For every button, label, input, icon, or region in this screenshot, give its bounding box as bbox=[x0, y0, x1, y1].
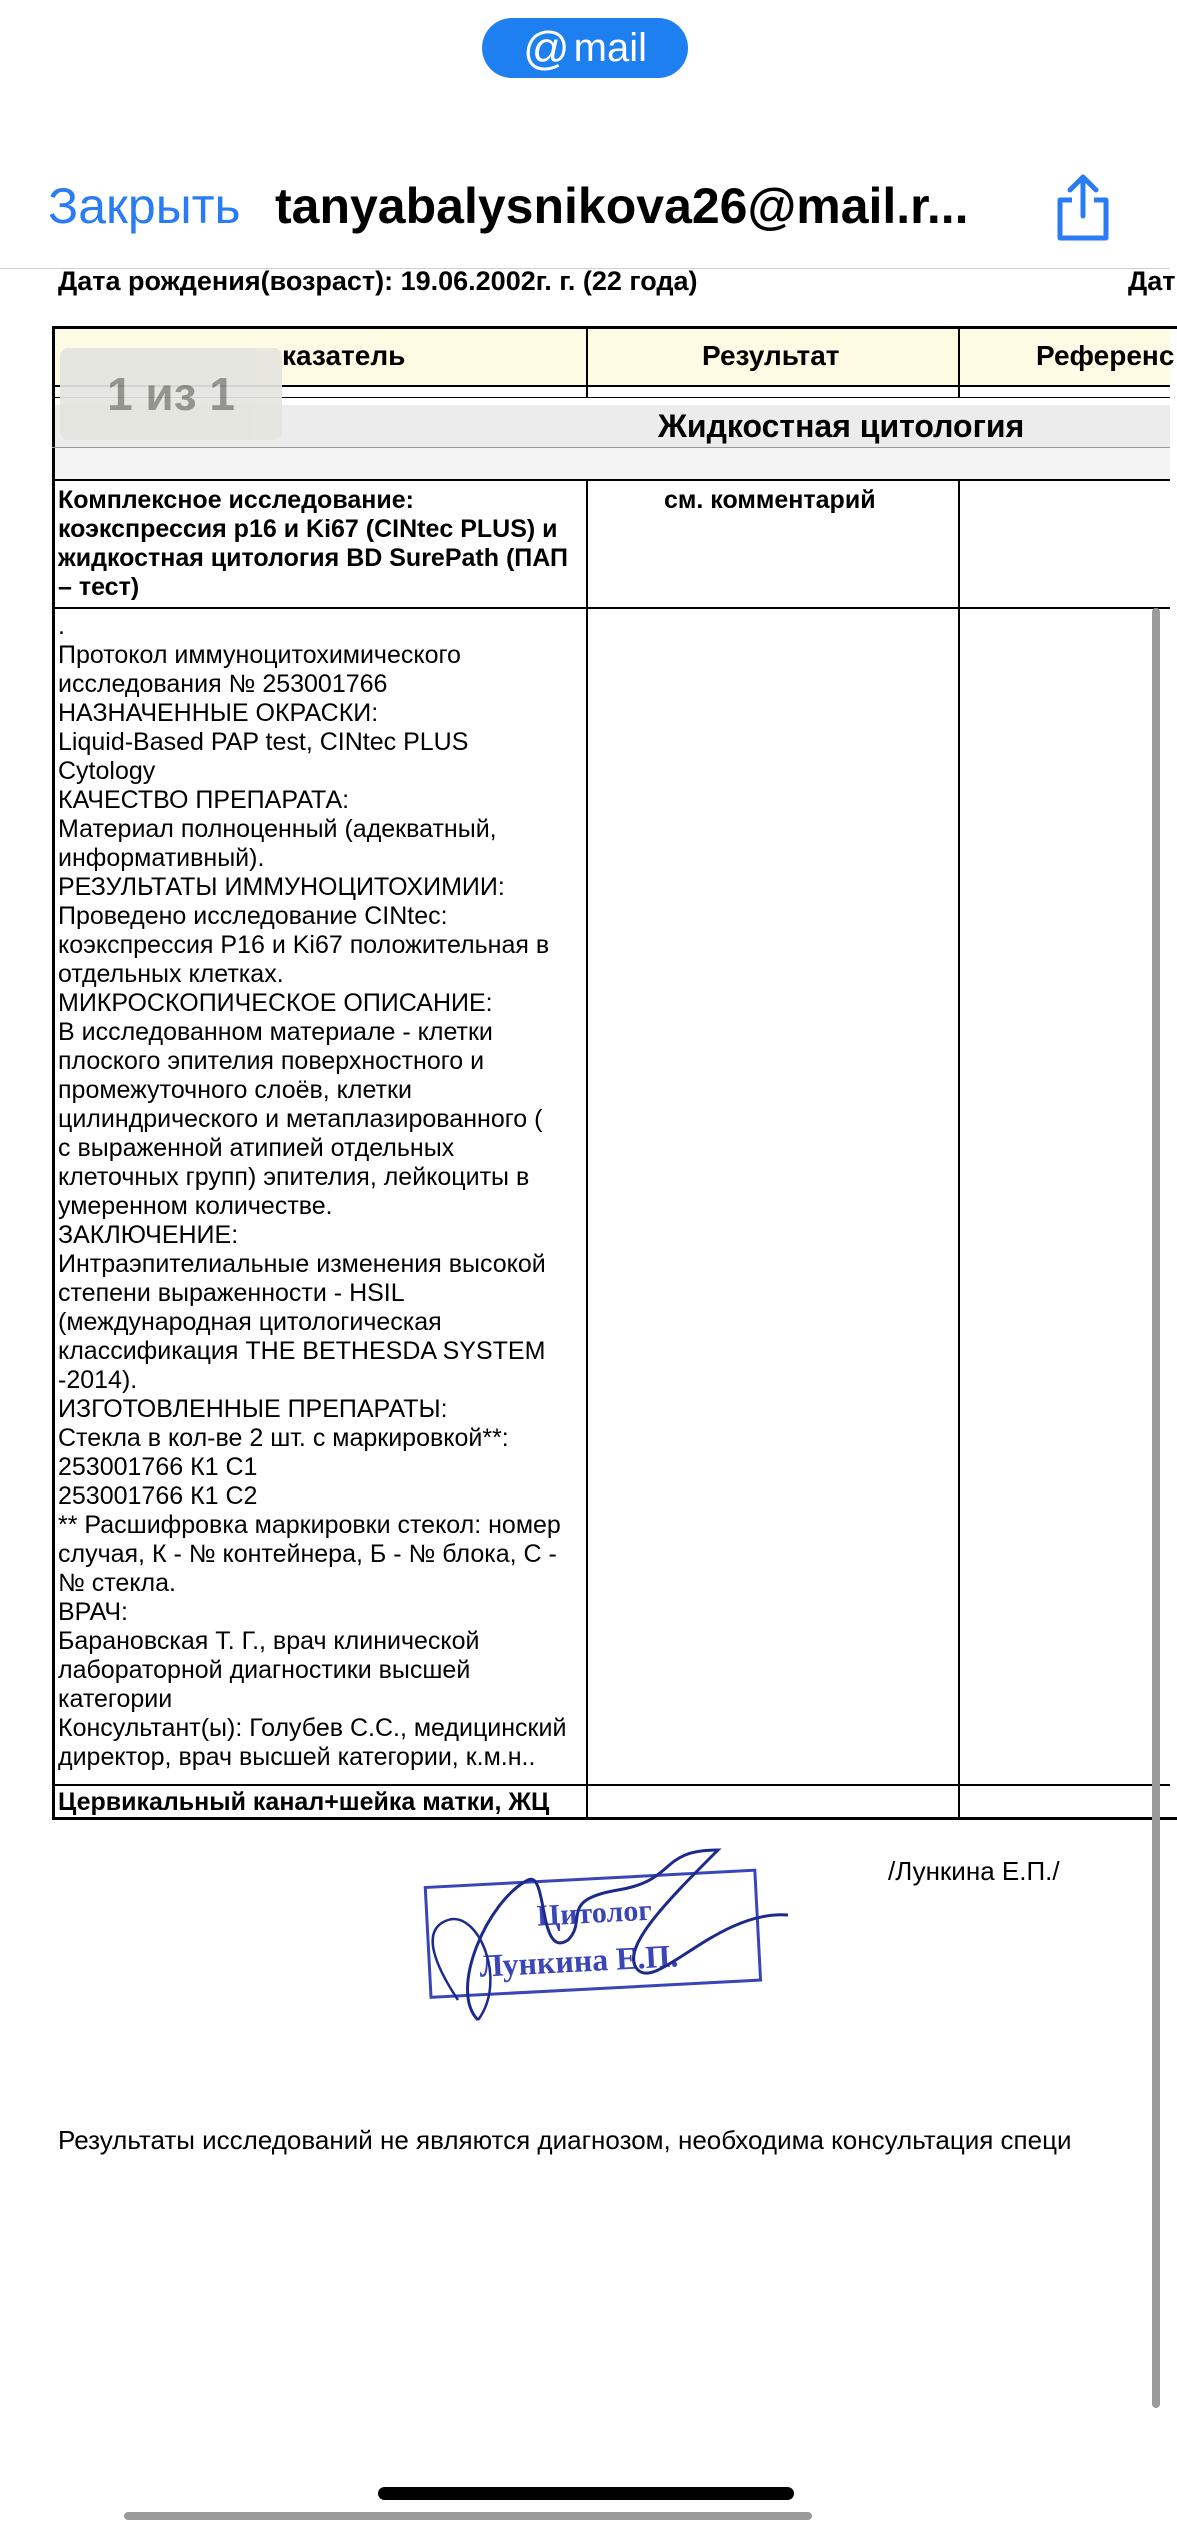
mail-app-badge bbox=[482, 18, 688, 78]
column-header-result: Результат bbox=[702, 340, 840, 371]
section-band-lower bbox=[55, 447, 1170, 479]
protocol-line: ИЗГОТОВЛЕННЫЕ ПРЕПАРАТЫ: bbox=[58, 1395, 448, 1423]
protocol-line: В исследованном материале - клетки bbox=[58, 1018, 493, 1046]
protocol-line: КАЧЕСТВО ПРЕПАРАТА: bbox=[58, 786, 350, 814]
protocol-line: директор, врач высшей категории, к.м.н.. bbox=[58, 1743, 536, 1771]
protocol-line: (международная цитологическая bbox=[58, 1308, 442, 1336]
stamp-text: Лункина Е.П. bbox=[478, 1937, 680, 1984]
protocol-text bbox=[58, 612, 588, 1772]
test-name-line: коэкспрессия p16 и Ki67 (CINtec PLUS) и bbox=[58, 515, 558, 543]
stamp-text: Цитолог bbox=[536, 1893, 653, 1933]
page-indicator: 1 из 1 bbox=[60, 348, 282, 440]
protocol-line: НАЗНАЧЕННЫЕ ОКРАСКИ: bbox=[58, 699, 379, 727]
protocol-line: ** Расшифровка маркировки стекол: номер bbox=[58, 1511, 561, 1539]
section-title: Жидкостная цитология bbox=[658, 408, 1025, 444]
protocol-line: Liquid-Based PAP test, CINtec PLUS bbox=[58, 728, 469, 756]
birth-date-line: Дата рождения(возраст): 19.06.2002г. г. (22 года) bbox=[58, 266, 698, 296]
column-divider bbox=[586, 326, 588, 398]
protocol-line: -2014). bbox=[58, 1366, 138, 1394]
protocol-line: Протокол иммуноцитохимического bbox=[58, 641, 461, 669]
protocol-line: цилиндрического и метаплазированного ( bbox=[58, 1105, 543, 1133]
protocol-line: с выраженной атипией отдельных bbox=[58, 1134, 455, 1162]
test-name-line: Комплексное исследование: bbox=[58, 486, 414, 514]
protocol-line: коэкспрессия P16 и Ki67 положительная в bbox=[58, 931, 550, 959]
protocol-line: отдельных клетках. bbox=[58, 960, 284, 988]
protocol-line: Консультант(ы): Голубев С.С., медицинский bbox=[58, 1714, 567, 1742]
protocol-line: Проведено исследование CINtec: bbox=[58, 902, 448, 930]
test-name-line: жидкостная цитология BD SurePath (ПАП bbox=[58, 544, 568, 572]
date-label-cut: Дат bbox=[1128, 266, 1176, 296]
protocol-line: клеточных групп) эпителия, лейкоциты в bbox=[58, 1163, 530, 1191]
protocol-line: Cytology bbox=[58, 757, 156, 785]
protocol-line: информативный). bbox=[58, 844, 265, 872]
protocol-line: Интраэпителиальные изменения высокой bbox=[58, 1250, 546, 1278]
protocol-line: 253001766 К1 С1 bbox=[58, 1453, 258, 1481]
share-icon bbox=[1050, 172, 1116, 244]
protocol-line: РЕЗУЛЬТАТЫ ИММУНОЦИТОХИМИИ: bbox=[58, 873, 505, 901]
close-button[interactable]: Закрыть bbox=[48, 178, 241, 234]
test-name-line: – тест) bbox=[58, 573, 140, 601]
signature-stamp bbox=[418, 1840, 798, 2030]
protocol-line: классификация THE BETHESDA SYSTEM bbox=[58, 1337, 546, 1365]
protocol-line: № стекла. bbox=[58, 1569, 176, 1597]
protocol-line: Стекла в кол-ве 2 шт. с маркировкой**: bbox=[58, 1424, 509, 1452]
attachment-title: tanyabalysnikova26@mail.r... bbox=[275, 178, 969, 234]
column-header-indicator: казатель bbox=[282, 340, 406, 371]
protocol-line: Барановская Т. Г., врач клинической bbox=[58, 1627, 480, 1655]
protocol-line: МИКРОСКОПИЧЕСКОЕ ОПИСАНИЕ: bbox=[58, 989, 493, 1017]
column-divider bbox=[958, 326, 960, 398]
protocol-line: ЗАКЛЮЧЕНИЕ: bbox=[58, 1221, 239, 1249]
protocol-line: . bbox=[58, 612, 65, 640]
protocol-line: 253001766 К1 С2 bbox=[58, 1482, 258, 1510]
protocol-line: степени выраженности - HSIL bbox=[58, 1279, 405, 1307]
result-cell: см. комментарий bbox=[664, 486, 876, 514]
at-icon: @ bbox=[522, 22, 570, 74]
protocol-line: случая, К - № контейнера, Б - № блока, С - bbox=[58, 1540, 557, 1568]
share-button[interactable] bbox=[1050, 172, 1116, 244]
test-name-cell bbox=[58, 486, 584, 602]
mail-badge-label: mail bbox=[573, 25, 648, 70]
table-rule bbox=[52, 1784, 1170, 1786]
protocol-line: Материал полноценный (адекватный, bbox=[58, 815, 497, 843]
protocol-line: ВРАЧ: bbox=[58, 1598, 129, 1626]
horizontal-scrollbar[interactable] bbox=[124, 2512, 812, 2520]
table-rule bbox=[52, 479, 1170, 481]
home-indicator[interactable] bbox=[378, 2487, 794, 2500]
protocol-line: умеренном количестве. bbox=[58, 1192, 333, 1220]
footer-disclaimer: Результаты исследований не являются диагнозом, необходима консультация специ bbox=[58, 2125, 1072, 2155]
signer-name: /Лункина Е.П./ bbox=[888, 1856, 1060, 1886]
table-rule bbox=[52, 447, 1170, 448]
protocol-line: исследования № 253001766 bbox=[58, 670, 388, 698]
column-header-reference: Референс bbox=[1036, 340, 1175, 371]
material-cell: Цервикальный канал+шейка матки, ЖЦ bbox=[58, 1788, 550, 1816]
protocol-line: промежуточного слоёв, клетки bbox=[58, 1076, 412, 1104]
vertical-scrollbar[interactable] bbox=[1152, 608, 1160, 2408]
table-rule bbox=[52, 607, 1170, 609]
protocol-line: плоского эпителия поверхностного и bbox=[58, 1047, 485, 1075]
protocol-line: лабораторной диагностики высшей bbox=[58, 1656, 471, 1684]
column-divider bbox=[958, 479, 960, 1820]
protocol-line: категории bbox=[58, 1685, 173, 1713]
